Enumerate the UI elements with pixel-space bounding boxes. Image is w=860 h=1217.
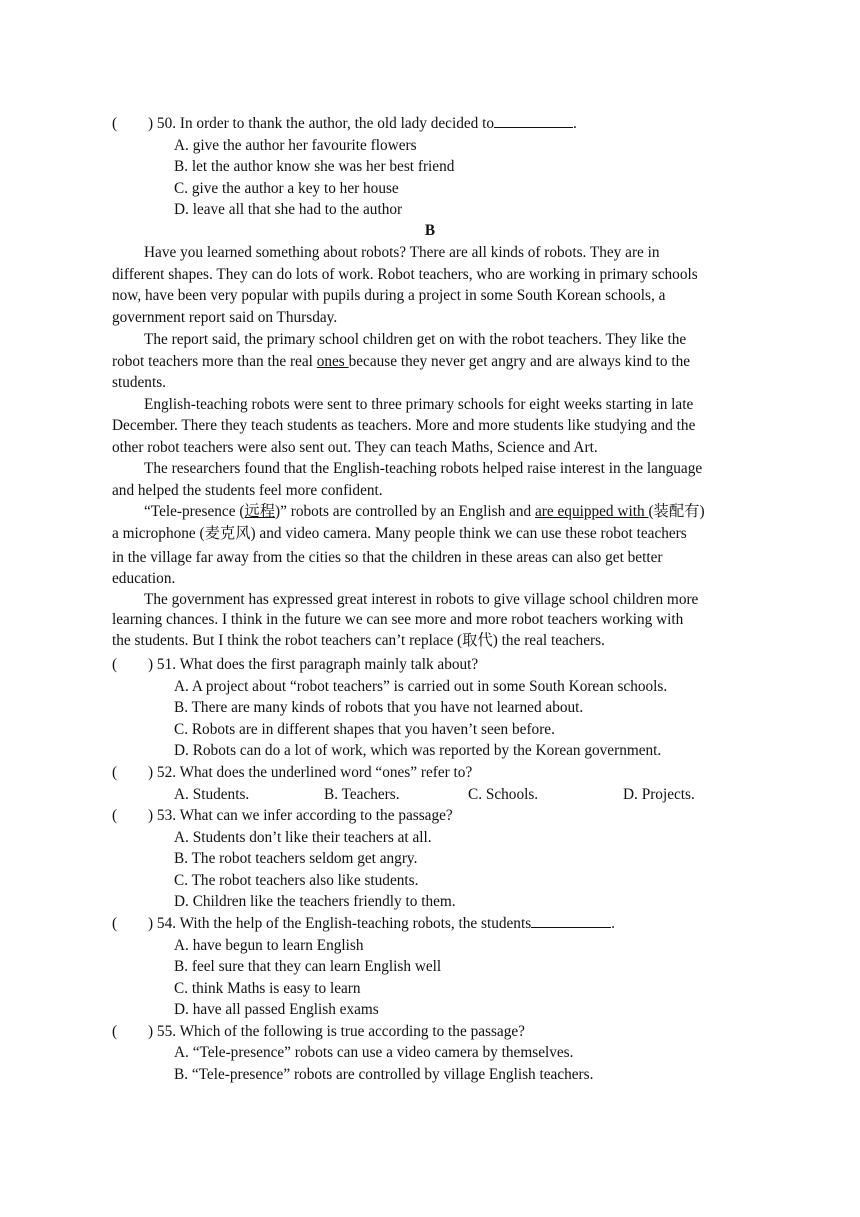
answer-paren: ( [112,115,118,132]
answer-blank [494,113,573,128]
underlined-phrase: are equipped with [535,503,649,520]
chinese-gloss: 装配有 [653,503,700,520]
section-heading: B [424,222,436,239]
question-54-option-a: A. have begun to learn English [174,937,364,954]
question-51-stem: ( ) 51. What does the first paragraph mainly talk about? [112,656,479,673]
question-51-option-b: B. There are many kinds of robots that you have not learned about. [174,699,584,716]
passage-line: English-teaching robots were sent to three primary schools for eight weeks starting in late [144,396,694,413]
passage-line: The researchers found that the English-teaching robots helped raise interest in the language [144,460,703,477]
passage-line: learning chances. I think in the future we can see more and more robot teachers working with [112,611,684,628]
chinese-gloss: 取代 [462,632,493,649]
question-54-option-c: C. think Maths is easy to learn [174,980,361,997]
passage-line: and helped the students feel more confident. [112,482,383,499]
passage-line: The report said, the primary school children get on with the robot teachers. They like the [144,331,687,348]
passage-line: the students. But I think the robot teachers can’t replace (取代) the real teachers. [112,632,605,649]
question-53-option-d: D. Children like the teachers friendly to them. [174,893,456,910]
question-51-option-d: D. Robots can do a lot of work, which was reported by the Korean government. [174,742,662,759]
question-54-option-b: B. feel sure that they can learn English well [174,958,442,975]
question-50-option-a: A. give the author her favourite flowers [174,137,417,154]
question-50-stem: ( ) 50. In order to thank the author, the old lady decided to . [112,115,577,132]
question-52-option-b: B. Teachers. [324,786,400,803]
question-53-option-c: C. The robot teachers also like students. [174,872,419,889]
question-50-option-d: D. leave all that she had to the author [174,201,403,218]
passage-line: robot teachers more than the real ones because they never get angry and are always kind to the [112,353,691,370]
underlined-word-ones: ones [316,353,349,370]
question-50-option-c: C. give the author a key to her house [174,180,399,197]
passage-line: Have you learned something about robots? There are all kinds of robots. They are in [144,244,660,261]
question-51-option-c: C. Robots are in different shapes that you haven’t seen before. [174,721,555,738]
passage-line: The government has expressed great interest in robots to give village school children more [144,591,699,608]
question-51-option-a: A. A project about “robot teachers” is carried out in some South Korean schools. [174,678,668,695]
question-52-option-d: D. Projects. [623,786,695,803]
question-54-stem: ( ) 54. With the help of the English-teaching robots, the students . [112,915,615,932]
question-52-option-a: A. Students. [174,786,250,803]
passage-line: government report said on Thursday. [112,309,338,326]
passage-line: different shapes. They can do lots of work. Robot teachers, who are working in primary schools [112,266,698,283]
passage-line: education. [112,570,176,587]
passage-line: other robot teachers were also sent out. They can teach Maths, Science and Art. [112,439,598,456]
passage-line: in the village far away from the cities so that the children in these areas can also get better [112,549,663,566]
question-55-stem: ( ) 55. Which of the following is true according to the passage? [112,1023,525,1040]
answer-paren: ( [112,915,118,932]
answer-paren: ( [112,807,118,824]
passage-line: now, have been very popular with pupils during a project in some South Korean schools, a [112,287,666,304]
passage-line: “Tele-presence (远程)” robots are controlled by an English and are equipped with (装配有) [144,503,705,520]
question-50-option-b: B. let the author know she was her best friend [174,158,455,175]
answer-paren: ( [112,1023,118,1040]
passage-line: December. There they teach students as teachers. More and more students like studying and the [112,417,696,434]
answer-paren: ( [112,656,118,673]
question-53-option-a: A. Students don’t like their teachers at all. [174,829,432,846]
question-54-option-d: D. have all passed English exams [174,1001,379,1018]
answer-paren: ( [112,764,118,781]
question-53-stem: ( ) 53. What can we infer according to the passage? [112,807,453,824]
chinese-gloss: 麦克风 [204,525,251,542]
question-52-option-c: C. Schools. [468,786,539,803]
passage-line: a microphone (麦克风) and video camera. Many people think we can use these robot teachers [112,525,687,542]
question-53-option-b: B. The robot teachers seldom get angry. [174,850,418,867]
answer-blank [531,913,611,928]
chinese-gloss: 远程 [244,503,276,520]
question-52-options [112,784,762,805]
passage-line: students. [112,374,166,391]
question-52-stem: ( ) 52. What does the underlined word “ones” refer to? [112,764,473,781]
question-55-option-a: A. “Tele-presence” robots can use a video camera by themselves. [174,1044,574,1061]
question-55-option-b: B. “Tele-presence” robots are controlled by village English teachers. [174,1066,594,1083]
